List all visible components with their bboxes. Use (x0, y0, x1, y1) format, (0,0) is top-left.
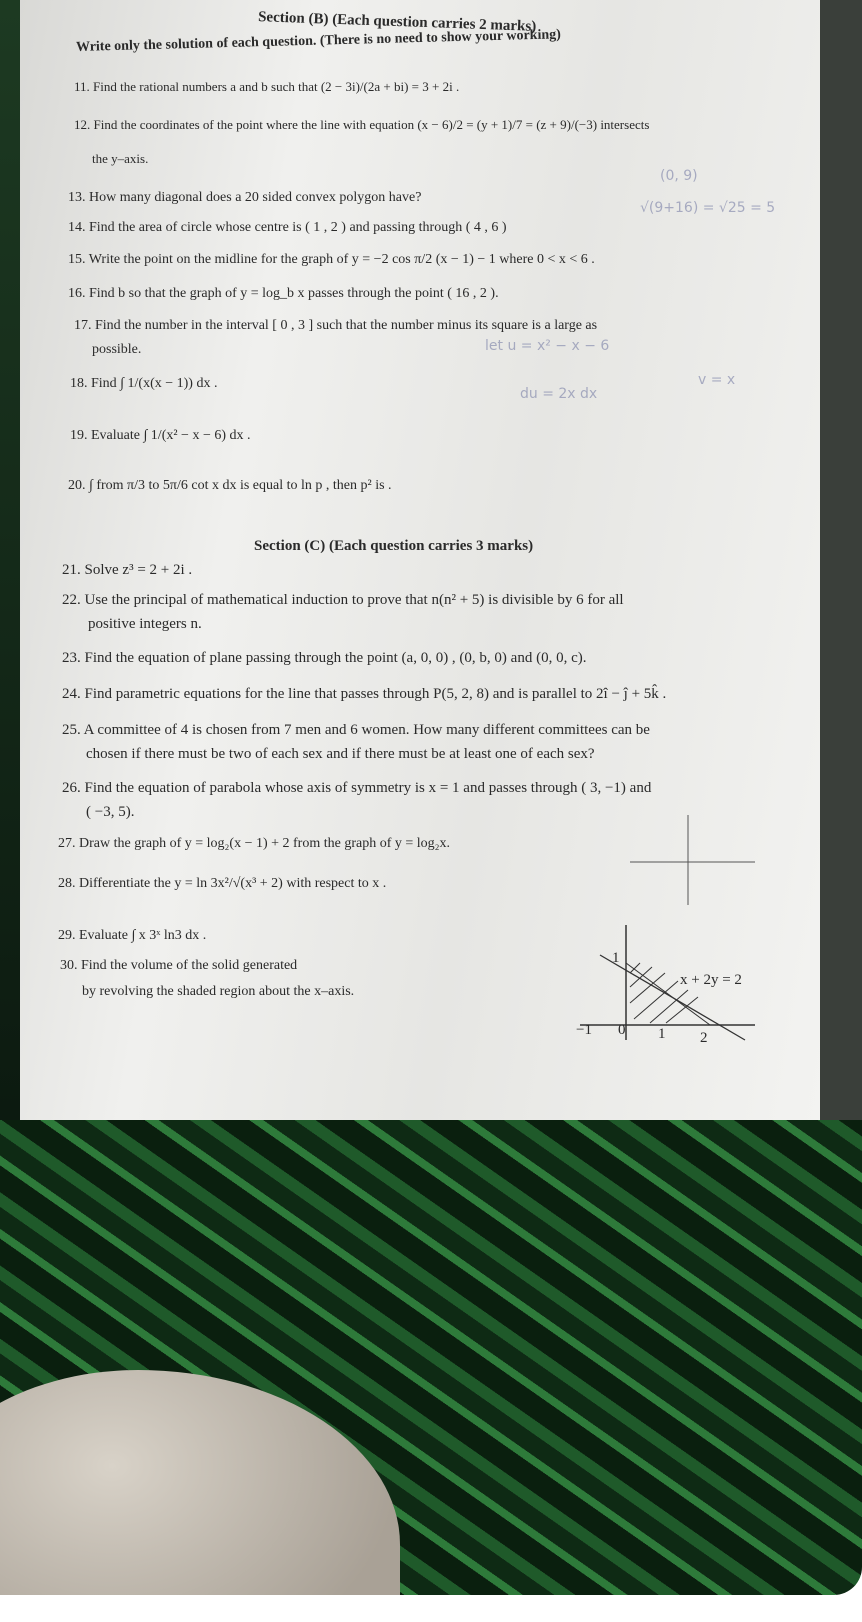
knee (0, 1370, 400, 1595)
question-22-cont: positive integers n. (88, 616, 202, 632)
background-left (0, 0, 20, 1120)
section-b-heading: Section (B) (Each question carries 2 marks) (257, 9, 537, 35)
question-25-cont: chosen if there must be two of each sex and if there must be at least one of each sex? (86, 746, 595, 762)
question-23: 23. Find the equation of plane passing through the point (a, 0, 0) , (0, b, 0) and (0, 0, c). (62, 650, 587, 666)
handwriting: let u = x² − x − 6 (485, 338, 610, 354)
x-tick: 2 (700, 1030, 708, 1046)
question-27: 27. Draw the graph of y = log₂(x − 1) + 2 from the graph of y = log₂x. (58, 836, 451, 851)
handwriting: (0, 9) (660, 168, 698, 184)
x-tick: 0 (618, 1022, 626, 1038)
line-label: x + 2y = 2 (680, 972, 742, 988)
background-right (820, 0, 862, 1120)
section-c-heading: Section (C) (Each question carries 3 marks) (254, 538, 534, 554)
question-25: 25. A committee of 4 is chosen from 7 men and 6 women. How many different committees can be (62, 722, 650, 738)
question-30: 30. Find the volume of the solid generated (60, 958, 298, 973)
y-tick: 1 (612, 950, 620, 966)
question-30-cont: by revolving the shaded region about the x–axis. (82, 984, 355, 999)
x-tick: 1 (658, 1026, 666, 1042)
hand-drawn-graph (620, 810, 760, 910)
question-17-cont: possible. (92, 342, 142, 357)
question-24: 24. Find parametric equations for the line that passes through P(5, 2, 8) and is parallel to 2î − ĵ + 5k̂ . (62, 686, 667, 702)
question-26: 26. Find the equation of parabola whose axis of symmetry is x = 1 and passes through ( 3, −1) and (62, 780, 652, 796)
question-11: 11. Find the rational numbers a and b such that (2 − 3i)/(2a + bi) = 3 + 2i . (74, 79, 460, 94)
question-18: 18. Find ∫ 1/(x(x − 1)) dx . (70, 376, 218, 391)
question-12: 12. Find the coordinates of the point where the line with equation (x − 6)/2 = (y + 1)/7 = (z + 9)/(−3) intersects (74, 117, 650, 132)
question-12-cont: the y–axis. (92, 151, 149, 166)
question-13: 13. How many diagonal does a 20 sided convex polygon have? (68, 190, 422, 205)
question-29: 29. Evaluate ∫ x 3ˣ ln3 dx . (58, 928, 207, 943)
x-tick: −1 (576, 1022, 592, 1038)
question-15: 15. Write the point on the midline for the graph of y = −2 cos π/2 (x − 1) − 1 where 0 < x < 6 . (68, 252, 595, 267)
question-21: 21. Solve z³ = 2 + 2i . (62, 562, 193, 578)
question-17: 17. Find the number in the interval [ 0 , 3 ] such that the number minus its square is a large as (74, 318, 598, 333)
question-20: 20. ∫ from π/3 to 5π/6 cot x dx is equal to ln p , then p² is . (68, 478, 392, 493)
question-28: 28. Differentiate the y = ln 3x²/√(x³ + 2) with respect to x . (58, 876, 387, 891)
section-b-instruction: Write only the solution of each question. (There is no need to show your working) (75, 27, 562, 55)
question-22: 22. Use the principal of mathematical induction to prove that n(n² + 5) is divisible by 6 for all (62, 592, 624, 608)
handwriting: v = x (698, 372, 736, 388)
question-16: 16. Find b so that the graph of y = log_b x passes through the point ( 16 , 2 ). (68, 286, 499, 301)
question-26-cont: ( −3, 5). (86, 804, 135, 820)
question-14: 14. Find the area of circle whose centre is ( 1 , 2 ) and passing through ( 4 , 6 ) (68, 220, 507, 235)
handwriting: du = 2x dx (520, 386, 598, 402)
question-19: 19. Evaluate ∫ 1/(x² − x − 6) dx . (70, 428, 251, 443)
handwriting: √(9+16) = √25 = 5 (640, 200, 776, 216)
